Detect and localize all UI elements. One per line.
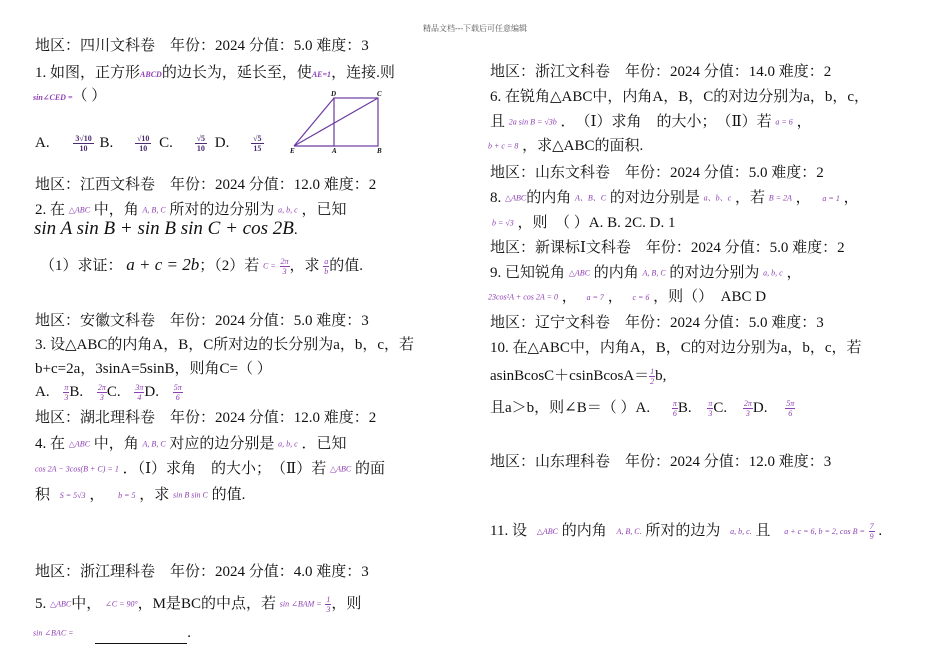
q11-frac: $\frac{7}{9}$ [869,522,874,542]
q1-frac-b: $\frac{√10}{10}$ [137,134,150,154]
q6-line1: 6. 在锐角△ABC中，内角A，B，C的对边分别为a，b，c， [490,89,870,105]
q10-frac-b: $\frac{\pi}{3}$ [708,399,713,419]
q4-meta: 地区：湖北理科卷 年份：2024 分值：12.0 难度：2 [35,410,377,426]
q5-frac: $\frac{1}{3}$ [326,595,331,615]
q5-line2: sin ∠BAC = . [33,623,191,644]
q2-line2: sin A sin B + sin B sin C + cos 2B. [34,218,298,239]
q2-claim: a + c = 2b [126,255,200,274]
q1-opt-a: A. [35,135,50,151]
q6-line2: 且 2a sin B = √3b ． （Ⅰ）求角 的大小； （Ⅱ）若 a = 6 ， [490,114,812,130]
q1-square [334,98,378,146]
q5-answer-blank[interactable] [95,629,187,644]
q3-frac-a: $\frac{\pi}{3}$ [64,383,69,403]
q1-line-ed [294,98,334,146]
q1-options [35,130,264,156]
q5-line1: 5. △ABC中， ∠C = 90°，M是BC的中点，若 sin ∠BAM = $\frac{1}{3}$ ，则 [35,595,362,615]
q4-line1: 4. 在 △ABC 中，角 A, B, C 对应的边分别是 a, b, c ．已知 [35,436,347,452]
q2-angles: A, B, C [142,205,166,215]
q1-frac-c: $\frac{√5}{10}$ [196,134,206,154]
q10-line3: 且a＞b，则∠B＝（ ）A. $\frac{\pi}{6}$ B. $\frac{\pi}{3}$ C. $\frac{2\pi}{3}$ D. $\frac{5\pi}{6}$ [490,399,795,419]
q10-half: $\frac{1}{2}$ [650,367,655,387]
q10-frac-d: $\frac{5\pi}{6}$ [786,399,795,419]
q11-line1: 11. 设 △ABC 的内角 A, B, C. 所对的边为 a, b, c. 且 a + c = 6, b = 2, cos B = $\frac{7}{9}$ . [490,522,883,542]
q1-label-c: C [377,90,382,98]
q8-line2: b = √3 ，则 （ ）A. B. 2C. D. 1 [492,215,676,231]
q5-meta: 地区：浙江理科卷 年份：2024 分值：4.0 难度：3 [35,564,369,580]
q10-meta: 地区：辽宁文科卷 年份：2024 分值：5.0 难度：3 [490,315,824,331]
q1-label-b: B [377,147,382,154]
q8-meta: 地区：山东文科卷 年份：2024 分值：5.0 难度：2 [490,165,824,181]
q1-label-a: A [332,147,337,154]
q2-sides: a, b, c [278,205,298,215]
q1-line1 [35,63,395,85]
q1-frac-d: $\frac{√5}{15}$ [253,134,262,154]
q3-frac-d: $\frac{5\pi}{6}$ [173,383,182,403]
q9-meta: 地区：新课标Ⅰ文科卷 年份：2024 分值：5.0 难度：2 [490,240,845,256]
q3-options: A. $\frac{\pi}{3}$ B. $\frac{2\pi}{3}$ C. $\frac{3\pi}{4}$ D. $\frac{5\pi}{6}$ [35,383,182,403]
q4-line2: cos 2A − 3cos(B + C) = 1 ．（Ⅰ）求角 的大小； （Ⅱ）若 △ABC 的面 [35,461,385,477]
q2-equation: sin A sin B + sin B sin C + cos 2B [34,218,294,239]
q1-meta: 地区：四川文科卷 年份：2024 分值：5.0 难度：3 [35,38,369,54]
q1-paren: （ ） [72,88,107,104]
q3-line1: 3. 设△ABC的内角A，B，C所对边的长分别为a，b，c，若 [35,337,415,353]
q1-line-ec [294,98,378,146]
q1-stem: sin∠CED = [33,93,73,102]
q1-line2 [33,86,106,108]
q2-line3: （1）求证： a + c = 2b；（2）若 C = $\frac{2\pi}{3}$ ，求 $\frac{a}{b}$ 的值. [40,255,364,277]
q10-frac-c: $\frac{2\pi}{3}$ [743,399,752,419]
q4-line3: 积 S = 5√3 ， b = 5 ，求 sin B sin C 的值. [35,487,246,503]
q9-line2: 23cos²A + cos 2A = 0 ， a = 7 ， c = 6 ，则（） ABC D [488,289,767,305]
q3-frac-b: $\frac{2\pi}{3}$ [97,383,106,403]
q4-condition: cos 2A − 3cos(B + C) = 1 [35,464,119,474]
q1-opt-b: B. [99,135,114,151]
q10-frac-a: $\frac{\pi}{6}$ [672,399,677,419]
q1-square-label: ABCD [140,70,162,79]
q2-ab-frac: $\frac{a}{b}$ [324,257,329,277]
q2-triangle: △ABC [68,205,91,215]
page-header: 精品文档---下载后可任意编辑 [423,24,527,33]
q10-line2: asinBcosC＋csinBcosA＝ $\frac{1}{2}$ b, [490,367,667,387]
q1-opt-d: D. [214,135,230,151]
q1-label-e: E [290,147,295,154]
q1-frac-a: $\frac{3√10}{10}$ [75,134,92,154]
q3-line2: b+c=2a，3sinA=5sinB，则角C=（ ） [35,361,272,377]
q2-line1: 2. 在 △ABC 中，角 A, B, C 所对的边分别为 a, b, c ，已知 [35,202,347,218]
q2-c-frac: $\frac{2\pi}{3}$ [280,257,289,277]
q9-line1: 9. 已知锐角 △ABC 的内角 A, B, C 的对边分别为 a, b, c ， [490,265,802,281]
q2-c-value: C = [263,261,276,271]
q8-line1: 8. △ABC的内角 A、B、C 的对边分别是 a、b、c ，若 B = 2A ， a = 1 ， [490,190,859,206]
q2-meta: 地区：江西文科卷 年份：2024 分值：12.0 难度：2 [35,177,377,193]
q1-ae-value: =1 [322,70,332,79]
q1-label-d: D [331,90,337,98]
q1-opt-c: C. [159,135,173,151]
q1-text-f: ，连接.则 [331,65,395,81]
q1-ae-label: AE [311,70,323,79]
q3-frac-c: $\frac{3\pi}{4}$ [135,383,144,403]
q6-meta: 地区：浙江文科卷 年份：2024 分值：14.0 难度：2 [490,64,832,80]
q1-text-c: 的边长为，延长至，使 [161,65,312,81]
q1-text-a: 1. 如图，正方形 [35,65,141,81]
q10-line1: 10. 在△ABC中，内角A，B，C的对边分别为a，b，c，若 [490,340,862,356]
q6-line3: b + c = 8 ，求△ABC的面积. [488,138,644,154]
q11-meta: 地区：山东理科卷 年份：2024 分值：12.0 难度：3 [490,454,832,470]
q3-meta: 地区：安徽文科卷 年份：2024 分值：5.0 难度：3 [35,313,369,329]
q1-figure [286,88,391,154]
